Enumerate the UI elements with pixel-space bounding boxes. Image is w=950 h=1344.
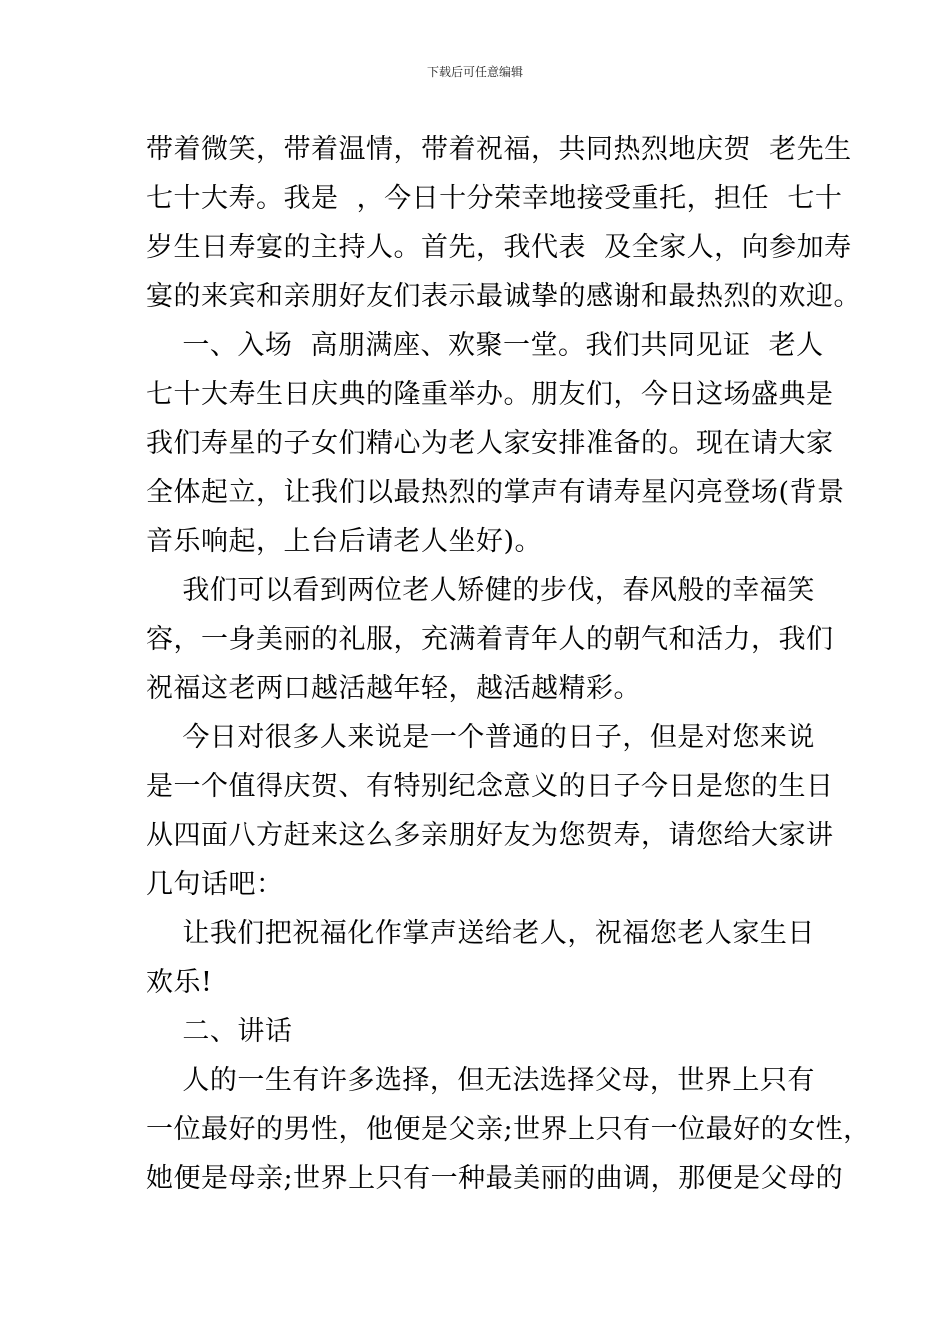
text-line: 几句话吧：	[146, 869, 284, 900]
text-line: 一位最好的男性，他便是父亲;世界上只有一位最好的女性，	[146, 1114, 871, 1145]
text-line: 我们可以看到两位老人矫健的步伐，春风般的幸福笑	[146, 575, 815, 606]
text-line: 容，一身美丽的礼服，充满着青年人的朝气和活力，我们	[146, 624, 834, 655]
text-line: 音乐响起，上台后请老人坐好)。	[146, 526, 543, 557]
document-body	[146, 125, 871, 1203]
text-line: 带着微笑，带着温情，带着祝福，共同热烈地庆贺 老先生	[146, 134, 852, 165]
page-header-note: 下载后可任意编辑	[426, 65, 523, 79]
text-line: 人的一生有许多选择，但无法选择父母，世界上只有	[146, 1065, 815, 1096]
text-line: 是一个值得庆贺、有特别纪念意义的日子今日是您的生日	[146, 771, 834, 802]
text-line: 她便是母亲;世界上只有一种最美丽的曲调，那便是父母的	[146, 1163, 844, 1194]
section-heading-speech: 二、讲话	[146, 1016, 293, 1047]
text-line: 祝福这老两口越活越年轻，越活越精彩。	[146, 673, 641, 704]
text-line: 欢乐!	[146, 967, 213, 998]
text-line: 全体起立，让我们以最热烈的掌声有请寿星闪亮登场(背景	[146, 477, 845, 508]
text-line: 让我们把祝福化作掌声送给老人，祝福您老人家生日	[146, 918, 815, 949]
text-line: 我们寿星的子女们精心为老人家安排准备的。现在请大家	[146, 428, 834, 459]
text-line: 宴的来宾和亲朋好友们表示最诚挚的感谢和最热烈的欢迎。	[146, 281, 861, 312]
text-line: 今日对很多人来说是一个普通的日子，但是对您来说	[146, 722, 815, 753]
section-heading-entrance: 一、入场 高朋满座、欢聚一堂。我们共同见证 老人	[146, 330, 824, 361]
text-line: 七十大寿。我是 ，今日十分荣幸地接受重托，担任 七十	[146, 183, 843, 214]
text-line: 七十大寿生日庆典的隆重举办。朋友们，今日这场盛典是	[146, 379, 834, 410]
text-line: 岁生日寿宴的主持人。首先，我代表 及全家人，向参加寿	[146, 232, 852, 263]
text-line: 从四面八方赶来这么多亲朋好友为您贺寿，请您给大家讲	[146, 820, 834, 851]
